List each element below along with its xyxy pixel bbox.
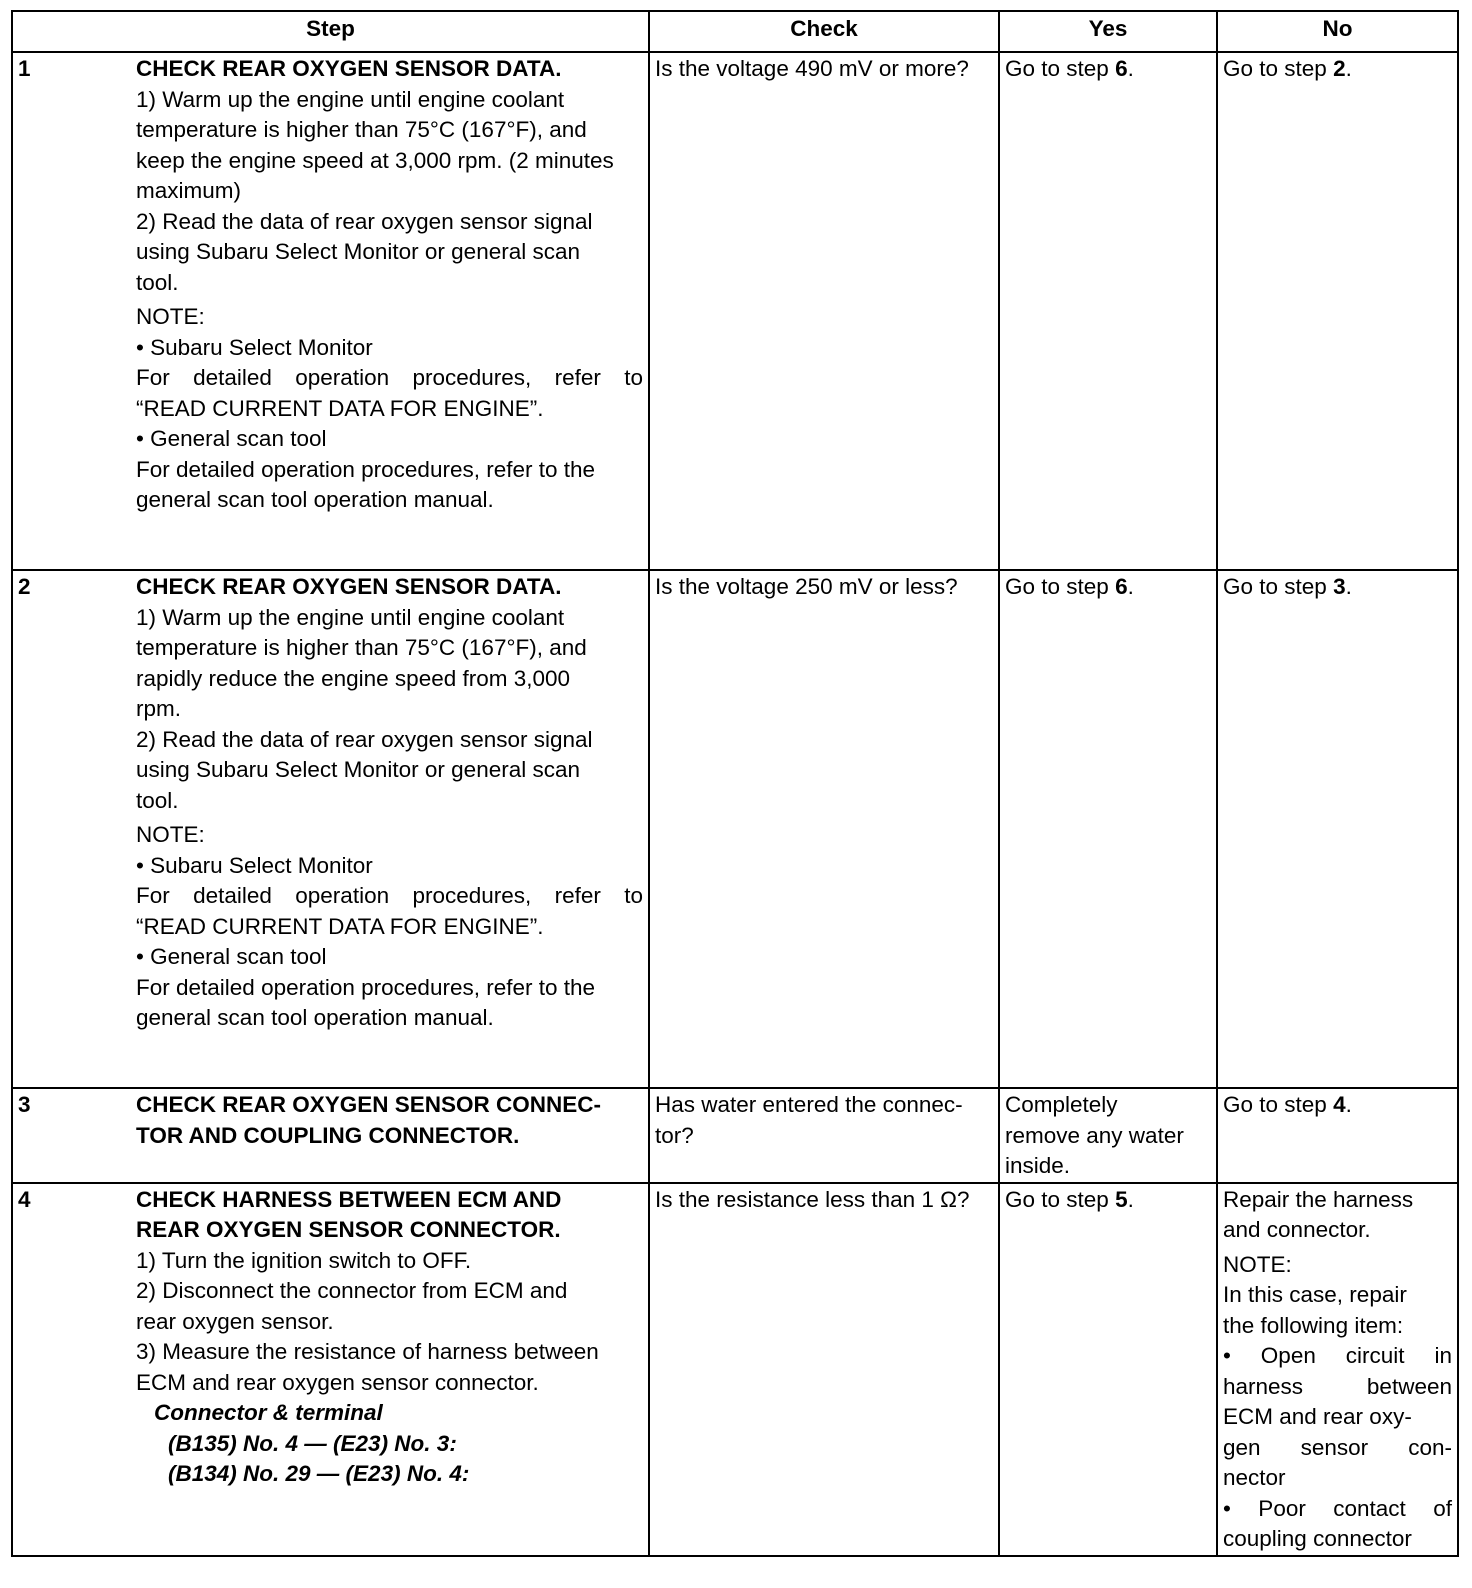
no-text: • Open circuit in <box>1223 1343 1452 1368</box>
no-text: the following item: <box>1223 1312 1404 1338</box>
yes-text: inside. <box>1005 1153 1071 1178</box>
yes-cell <box>999 52 1217 570</box>
step-text: 2) Read the data of rear oxygen sensor signal <box>136 726 593 752</box>
diagnostic-table <box>11 10 1459 1557</box>
no-text: Repair the harness <box>1223 1186 1414 1212</box>
note-text: general scan tool operation manual. <box>136 487 494 512</box>
step-text: rpm. <box>136 696 181 721</box>
note-text: • General scan tool <box>136 944 327 969</box>
no-text: gen sensor con- <box>1223 1434 1452 1460</box>
step-number: 4 <box>18 1186 31 1212</box>
note-text: For detailed operation procedures, refer to <box>136 365 643 390</box>
table-row <box>12 52 1458 570</box>
step-cell <box>12 1088 649 1183</box>
yes-suffix: . <box>1127 56 1134 81</box>
step-number: 3 <box>18 1092 31 1117</box>
no-step-ref: 4 <box>1333 1092 1346 1117</box>
no-text: Go to step <box>1223 574 1334 599</box>
no-suffix: . <box>1345 1092 1352 1117</box>
step-text: 1) Warm up the engine until engine coolant <box>136 86 565 112</box>
note-text: “READ CURRENT DATA FOR ENGINE”. <box>136 913 544 939</box>
step-text: 2) Read the data of rear oxygen sensor signal <box>136 208 593 234</box>
yes-cell <box>999 1088 1217 1183</box>
note-text: • General scan tool <box>136 426 327 451</box>
step-text: rear oxygen sensor. <box>136 1308 334 1334</box>
step-cell <box>12 52 649 570</box>
note-text: For detailed operation procedures, refer to the <box>136 974 596 1000</box>
yes-cell <box>999 1183 1217 1556</box>
step-cell <box>12 1183 649 1556</box>
no-text: ECM and rear oxy- <box>1223 1404 1412 1429</box>
yes-text: Go to step <box>1005 574 1116 599</box>
note-label: NOTE: <box>136 822 205 847</box>
note-text: • Subaru Select Monitor <box>136 334 373 360</box>
check-text: Has water entered the connec- <box>655 1092 963 1117</box>
no-cell <box>1217 52 1458 570</box>
check-cell <box>649 1088 999 1183</box>
no-cell <box>1217 570 1458 1088</box>
table-row <box>12 1088 1458 1183</box>
step-text: temperature is higher than 75°C (167°F), and <box>136 117 587 142</box>
no-text: Go to step <box>1223 1092 1334 1117</box>
yes-text: Completely <box>1005 1092 1118 1117</box>
note-text: “READ CURRENT DATA FOR ENGINE”. <box>136 395 544 421</box>
header-check: Check <box>649 11 999 52</box>
no-suffix: . <box>1345 574 1352 599</box>
header-step: Step <box>12 11 649 52</box>
no-text: harness between <box>1223 1373 1452 1399</box>
header-yes: Yes <box>999 11 1217 52</box>
step-title: CHECK REAR OXYGEN SENSOR DATA. <box>136 574 562 599</box>
check-text: tor? <box>655 1122 694 1148</box>
step-title: CHECK REAR OXYGEN SENSOR DATA. <box>136 56 562 81</box>
yes-step-ref: 6 <box>1115 56 1128 81</box>
yes-text: remove any water <box>1005 1122 1184 1148</box>
yes-text: Go to step <box>1005 56 1116 81</box>
note-label: NOTE: <box>1223 1251 1292 1277</box>
yes-suffix: . <box>1127 574 1134 599</box>
connector-terminal: (B134) No. 29 — (E23) No. 4: <box>168 1461 470 1486</box>
yes-suffix: . <box>1127 1186 1134 1212</box>
step-text: temperature is higher than 75°C (167°F), and <box>136 635 587 660</box>
yes-cell <box>999 570 1217 1088</box>
step-text: tool. <box>136 269 179 295</box>
no-text: In this case, repair <box>1223 1282 1407 1307</box>
step-text: tool. <box>136 787 179 813</box>
step-text: keep the engine speed at 3,000 rpm. (2 minutes <box>136 147 614 173</box>
note-text: For detailed operation procedures, refer to the <box>136 456 596 482</box>
yes-text: Go to step <box>1005 1186 1116 1212</box>
check-cell: Is the resistance less than 1 Ω? <box>649 1183 999 1556</box>
table-row <box>12 1183 1458 1556</box>
no-suffix: . <box>1345 56 1352 81</box>
yes-step-ref: 5 <box>1115 1186 1128 1212</box>
check-cell: Is the voltage 250 mV or less? <box>649 570 999 1088</box>
step-number: 1 <box>18 56 31 81</box>
no-text: and connector. <box>1223 1217 1371 1242</box>
step-cell <box>12 570 649 1088</box>
connector-label: Connector & terminal <box>154 1400 383 1425</box>
no-cell <box>1217 1088 1458 1183</box>
step-text: maximum) <box>136 178 241 203</box>
step-title: TOR AND COUPLING CONNECTOR. <box>136 1122 520 1148</box>
no-text: coupling connector <box>1223 1526 1412 1551</box>
header-row <box>12 11 1458 52</box>
step-text: rapidly reduce the engine speed from 3,000 <box>136 665 571 691</box>
step-text: 1) Warm up the engine until engine coolant <box>136 604 565 630</box>
step-title: REAR OXYGEN SENSOR CONNECTOR. <box>136 1217 561 1242</box>
step-text: 3) Measure the resistance of harness between <box>136 1339 599 1364</box>
step-title: CHECK REAR OXYGEN SENSOR CONNEC- <box>136 1092 602 1117</box>
check-cell: Is the voltage 490 mV or more? <box>649 52 999 570</box>
step-text: using Subaru Select Monitor or general scan <box>136 239 581 264</box>
note-text: For detailed operation procedures, refer to <box>136 883 643 908</box>
step-text: using Subaru Select Monitor or general scan <box>136 757 581 782</box>
no-text: Go to step <box>1223 56 1334 81</box>
step-number: 2 <box>18 574 31 599</box>
no-text: nector <box>1223 1465 1286 1490</box>
no-cell <box>1217 1183 1458 1556</box>
header-no: No <box>1217 11 1458 52</box>
note-label: NOTE: <box>136 304 205 329</box>
connector-terminal: (B135) No. 4 — (E23) No. 3: <box>168 1430 457 1456</box>
note-text: general scan tool operation manual. <box>136 1005 494 1030</box>
no-text: • Poor contact of <box>1223 1495 1452 1521</box>
step-text: 1) Turn the ignition switch to OFF. <box>136 1247 472 1273</box>
step-title: CHECK HARNESS BETWEEN ECM AND <box>136 1186 562 1212</box>
note-text: • Subaru Select Monitor <box>136 852 373 878</box>
step-text: ECM and rear oxygen sensor connector. <box>136 1369 539 1395</box>
no-step-ref: 3 <box>1333 574 1346 599</box>
no-step-ref: 2 <box>1333 56 1346 81</box>
step-text: 2) Disconnect the connector from ECM and <box>136 1278 568 1303</box>
table-row <box>12 570 1458 1088</box>
yes-step-ref: 6 <box>1115 574 1128 599</box>
